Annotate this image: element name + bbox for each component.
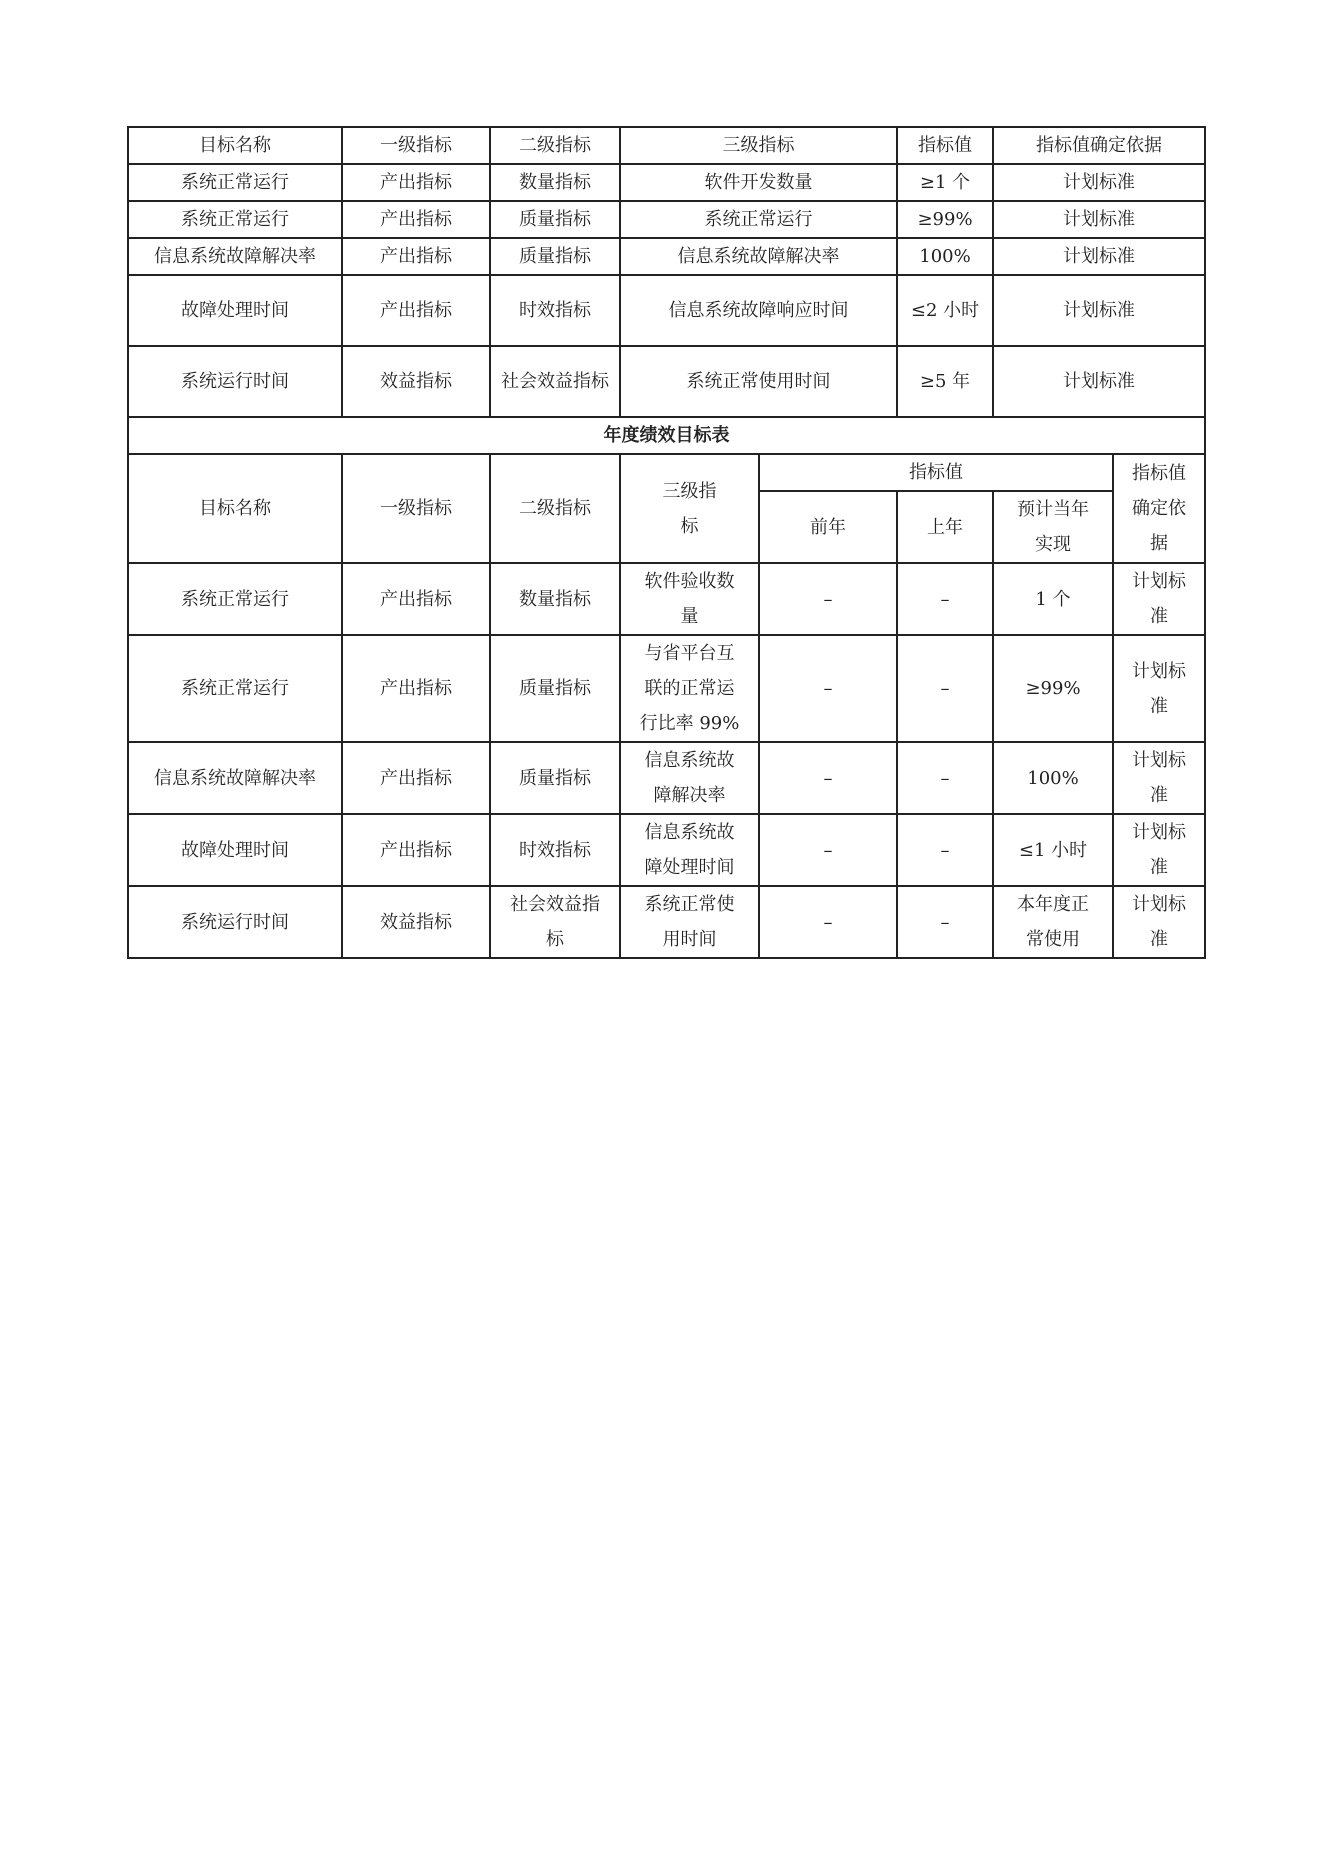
cell-text: 计划标准 [1132,660,1186,717]
table2-title-row [128,417,1205,454]
table-cell: 质量指标 [490,635,620,742]
table1-header-cell: 三级指标 [620,127,897,164]
table-cell: – [759,635,897,742]
table-cell: 故障处理时间 [128,814,342,886]
table2-header-cell [1113,454,1205,563]
table-cell: 计划标准 [993,346,1205,417]
table-cell: 数量指标 [490,164,620,201]
table-cell: – [897,886,993,958]
table-cell: 产出指标 [342,814,490,886]
table-cell: ≥1 个 [897,164,993,201]
table-cell: 计划标准 [993,275,1205,346]
table-cell: 产出指标 [342,563,490,635]
table-cell [620,563,759,635]
table-cell: 系统运行时间 [128,886,342,958]
table2-header-row [128,454,1205,491]
table2-header-cell: 上年 [897,491,993,563]
table-cell: 系统正常使用时间 [620,346,897,417]
table1-header-cell: 二级指标 [490,127,620,164]
table-cell: 质量指标 [490,742,620,814]
table-cell: 100% [897,238,993,275]
table1-header-cell: 指标值 [897,127,993,164]
table-row [128,814,1205,886]
table-row [128,563,1205,635]
table-cell: 效益指标 [342,886,490,958]
table-row [128,635,1205,742]
table-cell [620,742,759,814]
table-cell: 软件开发数量 [620,164,897,201]
table-cell: ≤1 小时 [993,814,1113,886]
table-row [128,275,1205,346]
table-cell [490,886,620,958]
table-cell: ≥99% [993,635,1113,742]
table-cell: 系统运行时间 [128,346,342,417]
table2-header-cell: 二级指标 [490,454,620,563]
cell-text: 信息系统故障解决率 [644,750,735,806]
table-cell [1113,563,1205,635]
table2-header-text: 三级指标 [662,480,717,537]
table-cell: – [759,814,897,886]
table-row [128,164,1205,201]
table-cell: 产出指标 [342,238,490,275]
table-cell: 计划标准 [993,201,1205,238]
performance-table [127,126,1206,959]
table-cell: – [897,563,993,635]
table-cell: 故障处理时间 [128,275,342,346]
table1-header-cell: 目标名称 [128,127,342,164]
table-cell: 时效指标 [490,275,620,346]
table-cell: – [759,742,897,814]
table-cell: 100% [993,742,1113,814]
table-cell: 信息系统故障解决率 [128,238,342,275]
table-cell: 质量指标 [490,201,620,238]
table-cell: 信息系统故障解决率 [620,238,897,275]
cell-text: 计划标准 [1132,750,1186,806]
table-cell: 产出指标 [342,164,490,201]
table-cell: ≥5 年 [897,346,993,417]
table-row [128,201,1205,238]
table2-header-cell: 一级指标 [342,454,490,563]
table-cell [1113,814,1205,886]
cell-text: 系统正常使用时间 [644,894,735,950]
table-cell: – [759,563,897,635]
table-title: 年度绩效目标表 [128,417,1205,454]
table-cell: 数量指标 [490,563,620,635]
cell-text: 软件验收数量 [644,571,735,627]
table-cell: 产出指标 [342,742,490,814]
table-cell: – [759,886,897,958]
table-cell: 系统正常运行 [128,635,342,742]
table-cell: 产出指标 [342,635,490,742]
table-cell: 1 个 [993,563,1113,635]
table2-header-text: 指标值确定依据 [1132,463,1186,554]
table-cell: 计划标准 [993,238,1205,275]
table-cell: 社会效益指标 [490,346,620,417]
table1-header-cell: 一级指标 [342,127,490,164]
table-row [128,238,1205,275]
table-cell: 系统正常运行 [128,563,342,635]
table-cell: 系统正常运行 [620,201,897,238]
table2-header-text: 预计当年实现 [1017,499,1089,555]
table-row [128,742,1205,814]
table-cell: 信息系统故障响应时间 [620,275,897,346]
table-cell: 效益指标 [342,346,490,417]
table-cell: 系统正常运行 [128,164,342,201]
table-cell: 质量指标 [490,238,620,275]
table-cell: 信息系统故障解决率 [128,742,342,814]
table-cell: 产出指标 [342,201,490,238]
table-cell [1113,635,1205,742]
table-cell [1113,886,1205,958]
table-cell: – [897,814,993,886]
cell-text: 计划标准 [1132,822,1186,878]
table-row [128,886,1205,958]
table-cell: 产出指标 [342,275,490,346]
cell-text: 社会效益指标 [510,894,600,950]
cell-text: 信息系统故障处理时间 [644,822,735,878]
table-row [128,346,1205,417]
table2-header-cell: 目标名称 [128,454,342,563]
table-cell: 系统正常运行 [128,201,342,238]
table-cell: ≤2 小时 [897,275,993,346]
cell-text: 与省平台互联的正常运行比率 99% [639,643,740,734]
table-cell [1113,742,1205,814]
table-cell [620,814,759,886]
table-cell [620,886,759,958]
cell-text: 计划标准 [1132,571,1186,627]
table2-header-cell: 前年 [759,491,897,563]
table-cell: 计划标准 [993,164,1205,201]
table-cell: ≥99% [897,201,993,238]
table-cell: – [897,635,993,742]
table-cell: 时效指标 [490,814,620,886]
table1-header-cell: 指标值确定依据 [993,127,1205,164]
table2-header-cell [620,454,759,563]
cell-text: 计划标准 [1132,894,1186,950]
table2-header-cell: 指标值 [759,454,1113,491]
table1-header-row [128,127,1205,164]
cell-text: 本年度正常使用 [1017,894,1089,950]
table-cell: – [897,742,993,814]
table-cell [993,886,1113,958]
table-cell [620,635,759,742]
table2-header-cell [993,491,1113,563]
